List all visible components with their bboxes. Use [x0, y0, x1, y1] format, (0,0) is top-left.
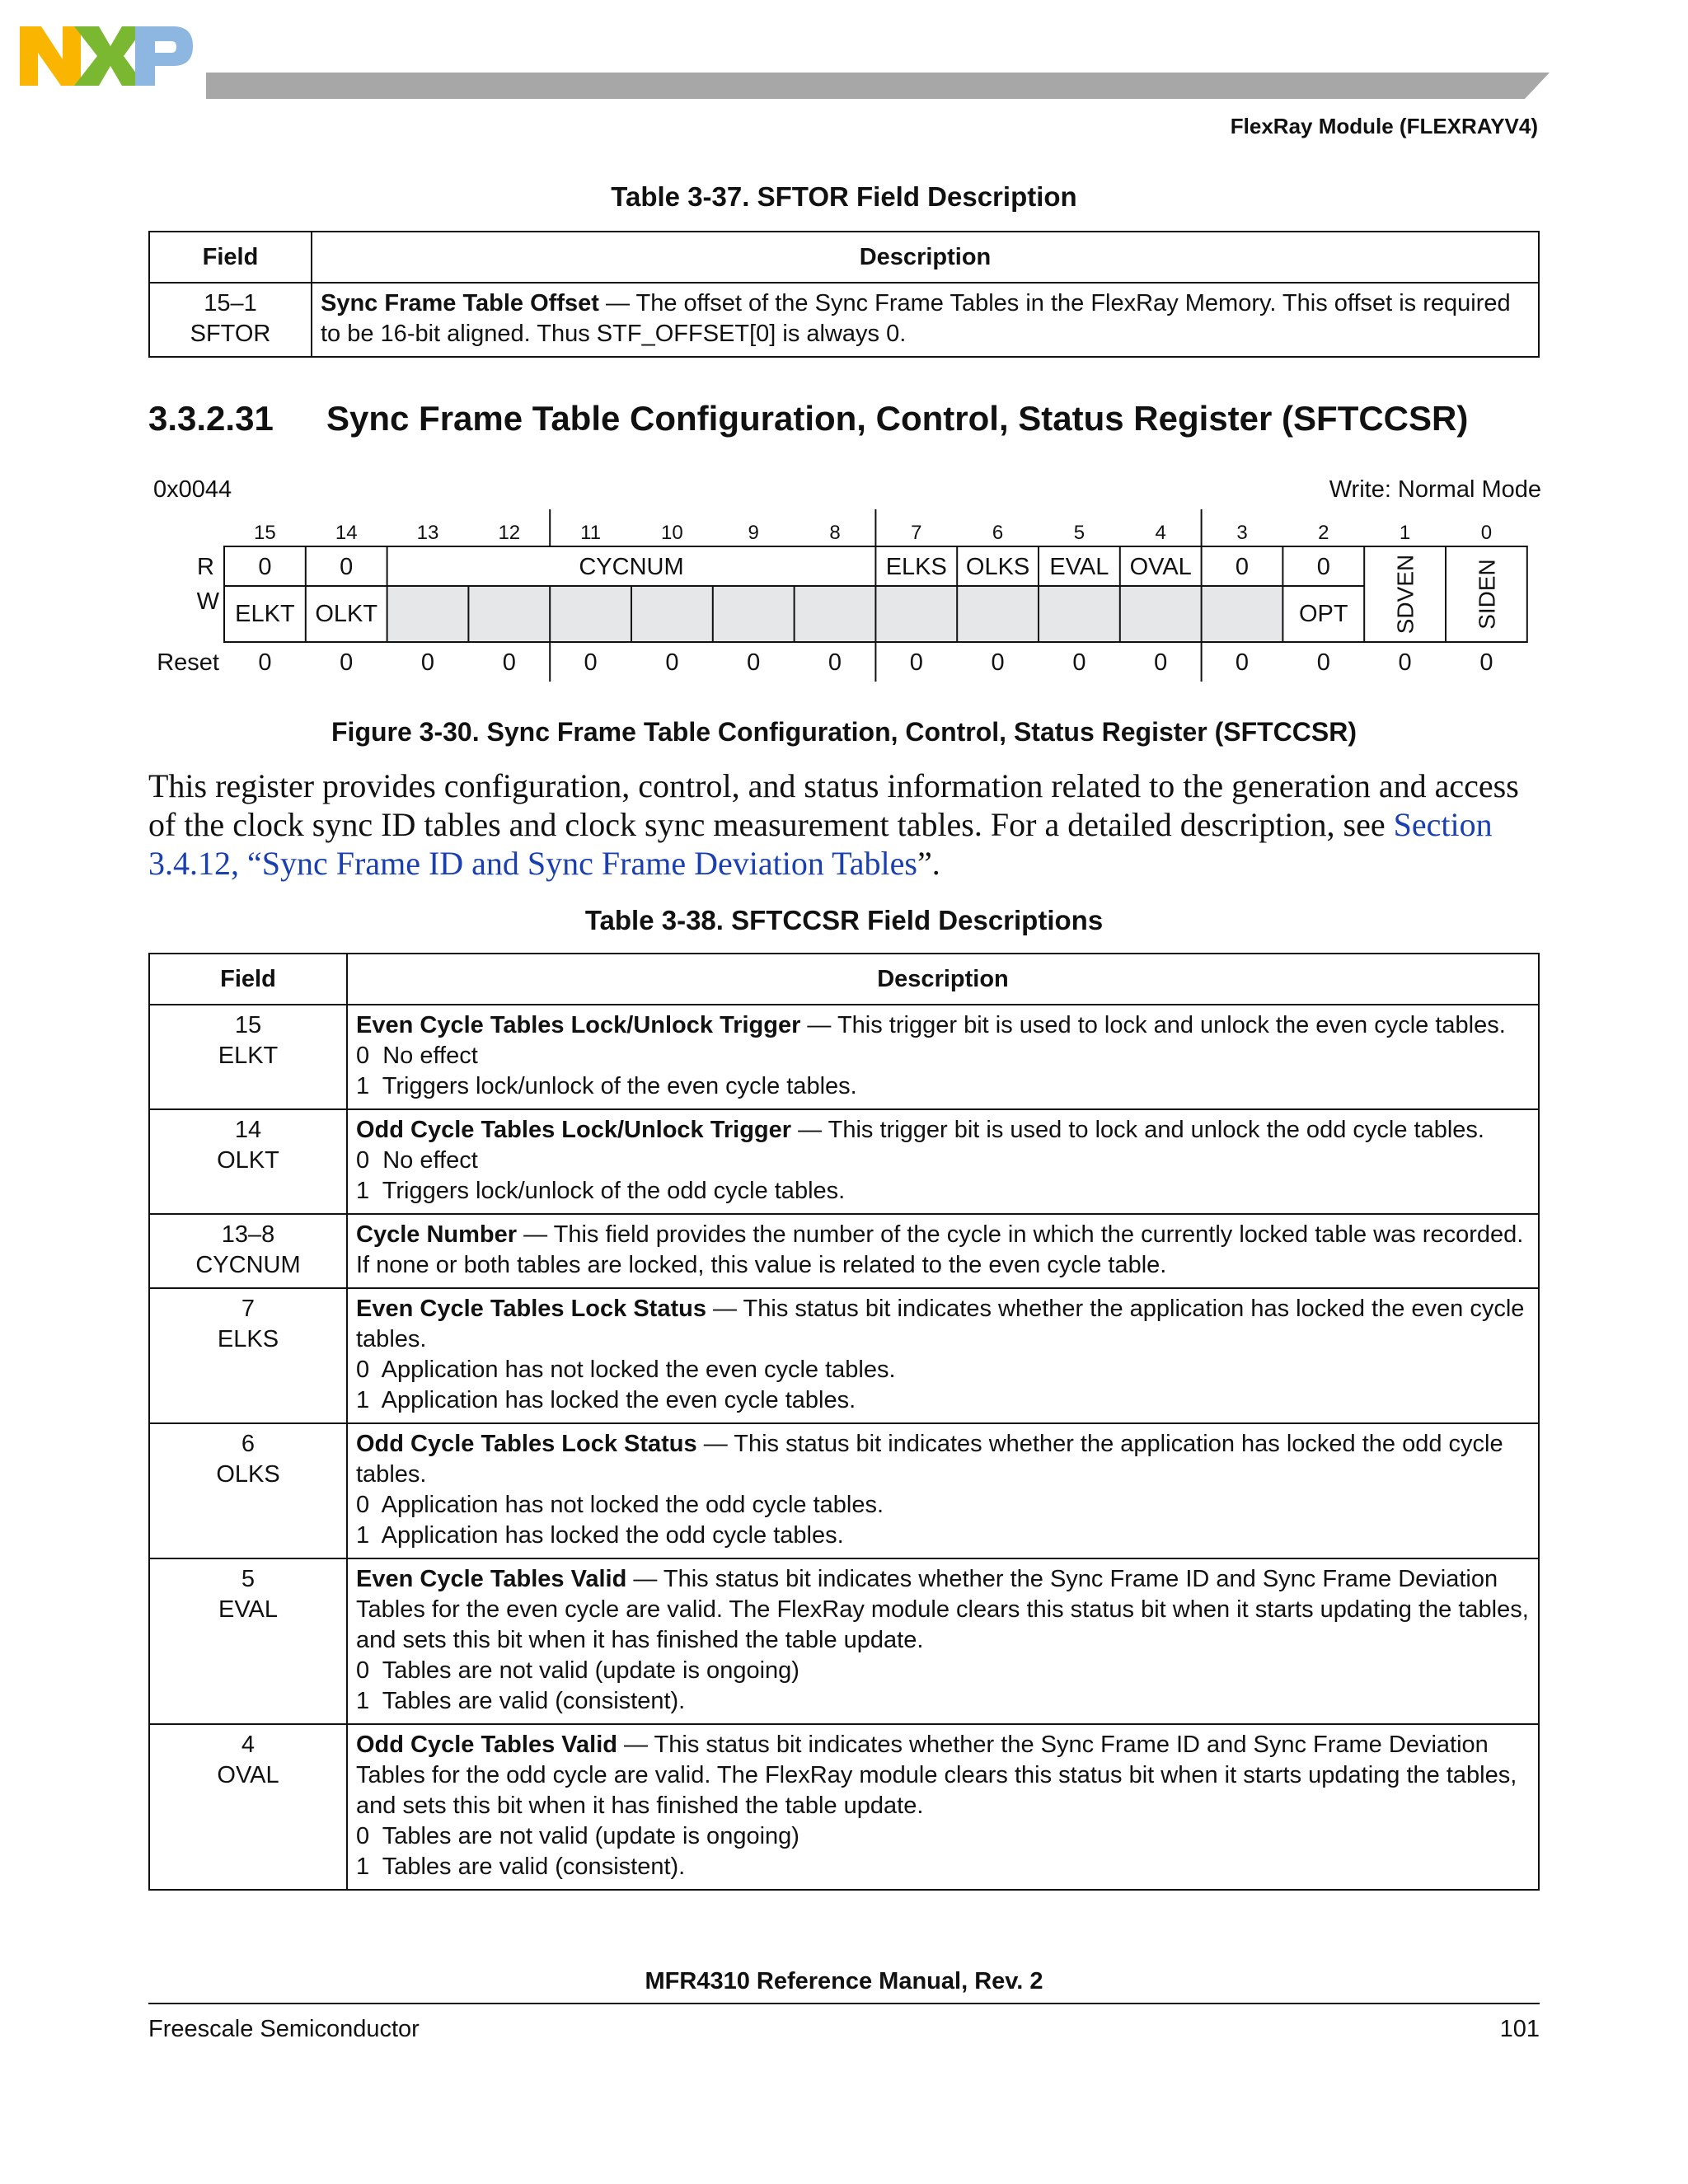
write-row-label: W	[196, 588, 219, 615]
reserved-write-cell	[1202, 586, 1283, 642]
bit-number: 8	[829, 522, 841, 544]
rw-field-label: SIDEN	[1474, 559, 1500, 630]
reserved-write-cell	[468, 586, 550, 642]
section-number: 3.3.2.31	[148, 399, 274, 438]
sftor-field-table	[148, 231, 1540, 358]
value-item: 1 Tables are valid (consistent).	[356, 1688, 686, 1714]
bit-number: 0	[1480, 522, 1493, 544]
description-lead: Even Cycle Tables Lock Status	[356, 1296, 706, 1322]
field-cell	[149, 1724, 347, 1890]
description-column-header: Description	[347, 954, 1539, 1005]
field-cell	[149, 1005, 347, 1109]
table-row	[149, 1214, 1539, 1288]
section-cross-reference-link[interactable]: Section 3.4.12, “Sync Frame ID and Sync Frame Deviation Tables	[148, 806, 1493, 882]
table-38-caption: Table 3-38. SFTCCSR Field Descriptions	[584, 905, 1104, 935]
field-name: ELKT	[218, 1043, 279, 1069]
table-header-row	[149, 954, 1539, 1005]
nxp-logo	[20, 23, 193, 89]
bit-number: 11	[580, 522, 602, 544]
reserved-write-cell	[795, 586, 876, 642]
reset-value: 0	[1316, 649, 1330, 676]
field-bits: 7	[241, 1296, 256, 1322]
description-text	[356, 1564, 1530, 1656]
reserved-write-cell	[957, 586, 1039, 642]
bit-number: 12	[498, 522, 521, 544]
reset-value: 0	[1072, 649, 1086, 676]
table-row	[149, 1109, 1539, 1214]
field-bits: 4	[241, 1732, 256, 1758]
register-address: 0x0044	[153, 476, 232, 503]
description-lead: Even Cycle Tables Valid	[356, 1566, 627, 1592]
field-cell	[149, 283, 312, 357]
field-name: EVAL	[218, 1596, 278, 1623]
reset-value: 0	[665, 649, 679, 676]
sftccsr-field-table	[148, 953, 1540, 1891]
table-row	[149, 1558, 1539, 1724]
field-cell	[149, 1288, 347, 1423]
value-item: 0 Application has not locked the odd cycle tables.	[356, 1492, 884, 1518]
running-header: FlexRay Module (FLEXRAYV4)	[1230, 114, 1538, 138]
description-text	[356, 1010, 1530, 1041]
reserved-write-cell	[1039, 586, 1120, 642]
reset-row-label: Reset	[157, 649, 219, 676]
reset-value: 0	[828, 649, 842, 676]
value-item: 0 Tables are not valid (update is ongoing)	[356, 1823, 799, 1849]
read-field-label: 0	[1235, 554, 1250, 580]
description-cell	[347, 1005, 1539, 1109]
value-item: 0 Tables are not valid (update is ongoing)	[356, 1657, 799, 1684]
reset-value: 0	[258, 649, 272, 676]
intro-paragraph	[148, 766, 1550, 883]
read-field-label: 0	[340, 554, 354, 580]
description-body: — This trigger bit is used to lock and unlock the odd cycle tables.	[791, 1117, 1484, 1143]
logo-n-shape	[20, 26, 81, 86]
header-bar	[206, 73, 1550, 99]
reset-value: 0	[584, 649, 598, 676]
field-name: OVAL	[217, 1762, 279, 1788]
rw-field-label: SDVEN	[1392, 554, 1418, 635]
field-column-header: Field	[149, 232, 312, 283]
reserved-write-cell	[387, 586, 469, 642]
write-mode-label: Write: Normal Mode	[1329, 476, 1541, 503]
description-cell	[347, 1558, 1539, 1724]
table-row	[149, 283, 1539, 357]
description-body: — This status bit indicates whether the Sync Frame ID and Sync Frame Deviation Tables for the odd cycle are valid. The FlexRay module clears this status bit when it starts updating the tables, and sets this bit when it has finished the table update.	[356, 1732, 1517, 1819]
description-body: — This status bit indicates whether the Sync Frame ID and Sync Frame Deviation Tables for the even cycle are valid. The FlexRay module clears this status bit when it starts updating the tables, and sets this bit when it has finished the table update.	[356, 1566, 1529, 1653]
field-bits: 5	[241, 1566, 256, 1592]
description-text	[356, 1115, 1530, 1146]
bit-number: 15	[254, 522, 276, 544]
value-item: 1 Application has locked the odd cycle tables.	[356, 1522, 844, 1549]
read-field-label: 0	[1316, 554, 1330, 580]
value-item: 1 Triggers lock/unlock of the even cycle tables.	[356, 1073, 857, 1099]
reserved-write-cell	[1120, 586, 1202, 642]
description-text	[356, 1220, 1530, 1281]
footer-manual-title: MFR4310 Reference Manual, Rev. 2	[645, 1968, 1043, 1994]
write-field-label: OPT	[1298, 601, 1348, 627]
reset-value: 0	[991, 649, 1005, 676]
reserved-write-cell	[713, 586, 795, 642]
field-name: CYCNUM	[195, 1252, 301, 1278]
read-field-label: ELKS	[885, 554, 947, 580]
read-field-label: OVAL	[1129, 554, 1192, 580]
page-number: 101	[1499, 2016, 1540, 2042]
description-cell	[312, 283, 1539, 357]
intro-text: This register provides configuration, control, and status information related to the generation and access of the clock sync ID tables and clock sync measurement tables. For a detailed description, see	[148, 767, 1519, 843]
description-cell	[347, 1109, 1539, 1214]
field-cell	[149, 1214, 347, 1288]
field-name: SFTOR	[190, 321, 271, 347]
reset-value: 0	[502, 649, 516, 676]
description-text	[321, 288, 1530, 349]
reset-value: 0	[1154, 649, 1168, 676]
bit-number: 6	[992, 522, 1004, 544]
field-cell	[149, 1109, 347, 1214]
reset-value: 0	[747, 649, 761, 676]
table-37-caption: Table 3-37. SFTOR Field Description	[611, 181, 1077, 212]
bit-number: 13	[416, 522, 439, 544]
write-field-label: ELKT	[235, 601, 295, 627]
section-title: Sync Frame Table Configuration, Control, Status Register (SFTCCSR)	[326, 399, 1469, 438]
table-header-row	[149, 232, 1539, 283]
value-item: 1 Application has locked the even cycle tables.	[356, 1387, 856, 1413]
description-body: — This status bit indicates whether the application has locked the odd cycle tables.	[356, 1431, 1503, 1488]
description-lead: Odd Cycle Tables Valid	[356, 1732, 617, 1758]
value-item: 0 Application has not locked the even cycle tables.	[356, 1357, 896, 1383]
description-lead: Even Cycle Tables Lock/Unlock Trigger	[356, 1012, 801, 1038]
description-cell	[347, 1724, 1539, 1890]
description-body: — The offset of the Sync Frame Tables in the FlexRay Memory. This offset is required to be 16-bit aligned. Thus STF_OFFSET[0] is always 0.	[321, 290, 1511, 347]
bit-number: 10	[661, 522, 683, 544]
table-row	[149, 1288, 1539, 1423]
bit-number: 5	[1073, 522, 1085, 544]
table-row	[149, 1423, 1539, 1558]
bit-number: 4	[1155, 522, 1166, 544]
bit-number: 7	[911, 522, 922, 544]
logo-x-shape	[74, 26, 145, 86]
reset-value: 0	[340, 649, 354, 676]
read-field-label: OLKS	[965, 554, 1030, 580]
field-bits: 6	[241, 1431, 256, 1457]
description-lead: Cycle Number	[356, 1221, 518, 1248]
register-diagram	[148, 468, 1541, 691]
reset-value: 0	[1235, 649, 1250, 676]
footer-company: Freescale Semiconductor	[148, 2016, 420, 2042]
table-38-body	[149, 1005, 1539, 1890]
value-item: 0 No effect	[356, 1147, 478, 1174]
value-item: 0 No effect	[356, 1043, 478, 1069]
field-name: ELKS	[217, 1326, 279, 1352]
reset-value: 0	[1398, 649, 1412, 676]
bit-number: 2	[1318, 522, 1329, 544]
read-row-label: R	[197, 554, 214, 580]
reset-value: 0	[1479, 649, 1493, 676]
field-cell	[149, 1423, 347, 1558]
description-lead: Sync Frame Table Offset	[321, 290, 599, 316]
section-heading	[148, 399, 1468, 438]
read-field-label: EVAL	[1049, 554, 1109, 580]
field-bits: 15–1	[204, 290, 257, 316]
description-lead: Odd Cycle Tables Lock/Unlock Trigger	[356, 1117, 792, 1143]
figure-caption: Figure 3-30. Sync Frame Table Configuration, Control, Status Register (SFTCCSR)	[331, 717, 1357, 747]
reserved-write-cell	[875, 586, 957, 642]
description-body: — This status bit indicates whether the application has locked the even cycle tables.	[356, 1296, 1525, 1352]
intro-tail: ”.	[917, 845, 940, 882]
description-text	[356, 1730, 1530, 1821]
footer-divider	[148, 2003, 1540, 2004]
field-bits: 13–8	[221, 1221, 275, 1248]
bit-number: 9	[748, 522, 759, 544]
description-text	[356, 1294, 1530, 1355]
field-bits: 14	[234, 1117, 262, 1143]
field-bits: 15	[234, 1012, 262, 1038]
field-name: OLKS	[216, 1461, 280, 1488]
field-column-header: Field	[149, 954, 347, 1005]
value-item: 1 Triggers lock/unlock of the odd cycle tables.	[356, 1178, 846, 1204]
description-column-header: Description	[312, 232, 1539, 283]
read-field-label: 0	[258, 554, 272, 580]
read-field-label: CYCNUM	[579, 554, 684, 580]
description-body: — This field provides the number of the cycle in which the currently locked table was recorded. If none or both tables are locked, this value is related to the even cycle table.	[356, 1221, 1524, 1278]
header-bar-shape	[206, 73, 1550, 99]
reserved-write-cell	[631, 586, 713, 642]
table-37-body	[149, 283, 1539, 357]
table-row	[149, 1005, 1539, 1109]
description-lead: Odd Cycle Tables Lock Status	[356, 1431, 697, 1457]
description-cell	[347, 1214, 1539, 1288]
bit-number: 3	[1236, 522, 1248, 544]
bit-number: 1	[1399, 522, 1411, 544]
logo-p-shape	[135, 26, 193, 86]
field-name: OLKT	[217, 1147, 279, 1174]
description-text	[356, 1429, 1530, 1490]
description-cell	[347, 1288, 1539, 1423]
write-field-label: OLKT	[315, 601, 378, 627]
field-cell	[149, 1558, 347, 1724]
bit-number: 14	[335, 522, 358, 544]
reserved-write-cell	[550, 586, 631, 642]
reset-value: 0	[909, 649, 923, 676]
value-item: 1 Tables are valid (consistent).	[356, 1854, 686, 1880]
table-row	[149, 1724, 1539, 1890]
description-body: — This trigger bit is used to lock and unlock the even cycle tables.	[800, 1012, 1506, 1038]
description-cell	[347, 1423, 1539, 1558]
reset-value: 0	[420, 649, 435, 676]
